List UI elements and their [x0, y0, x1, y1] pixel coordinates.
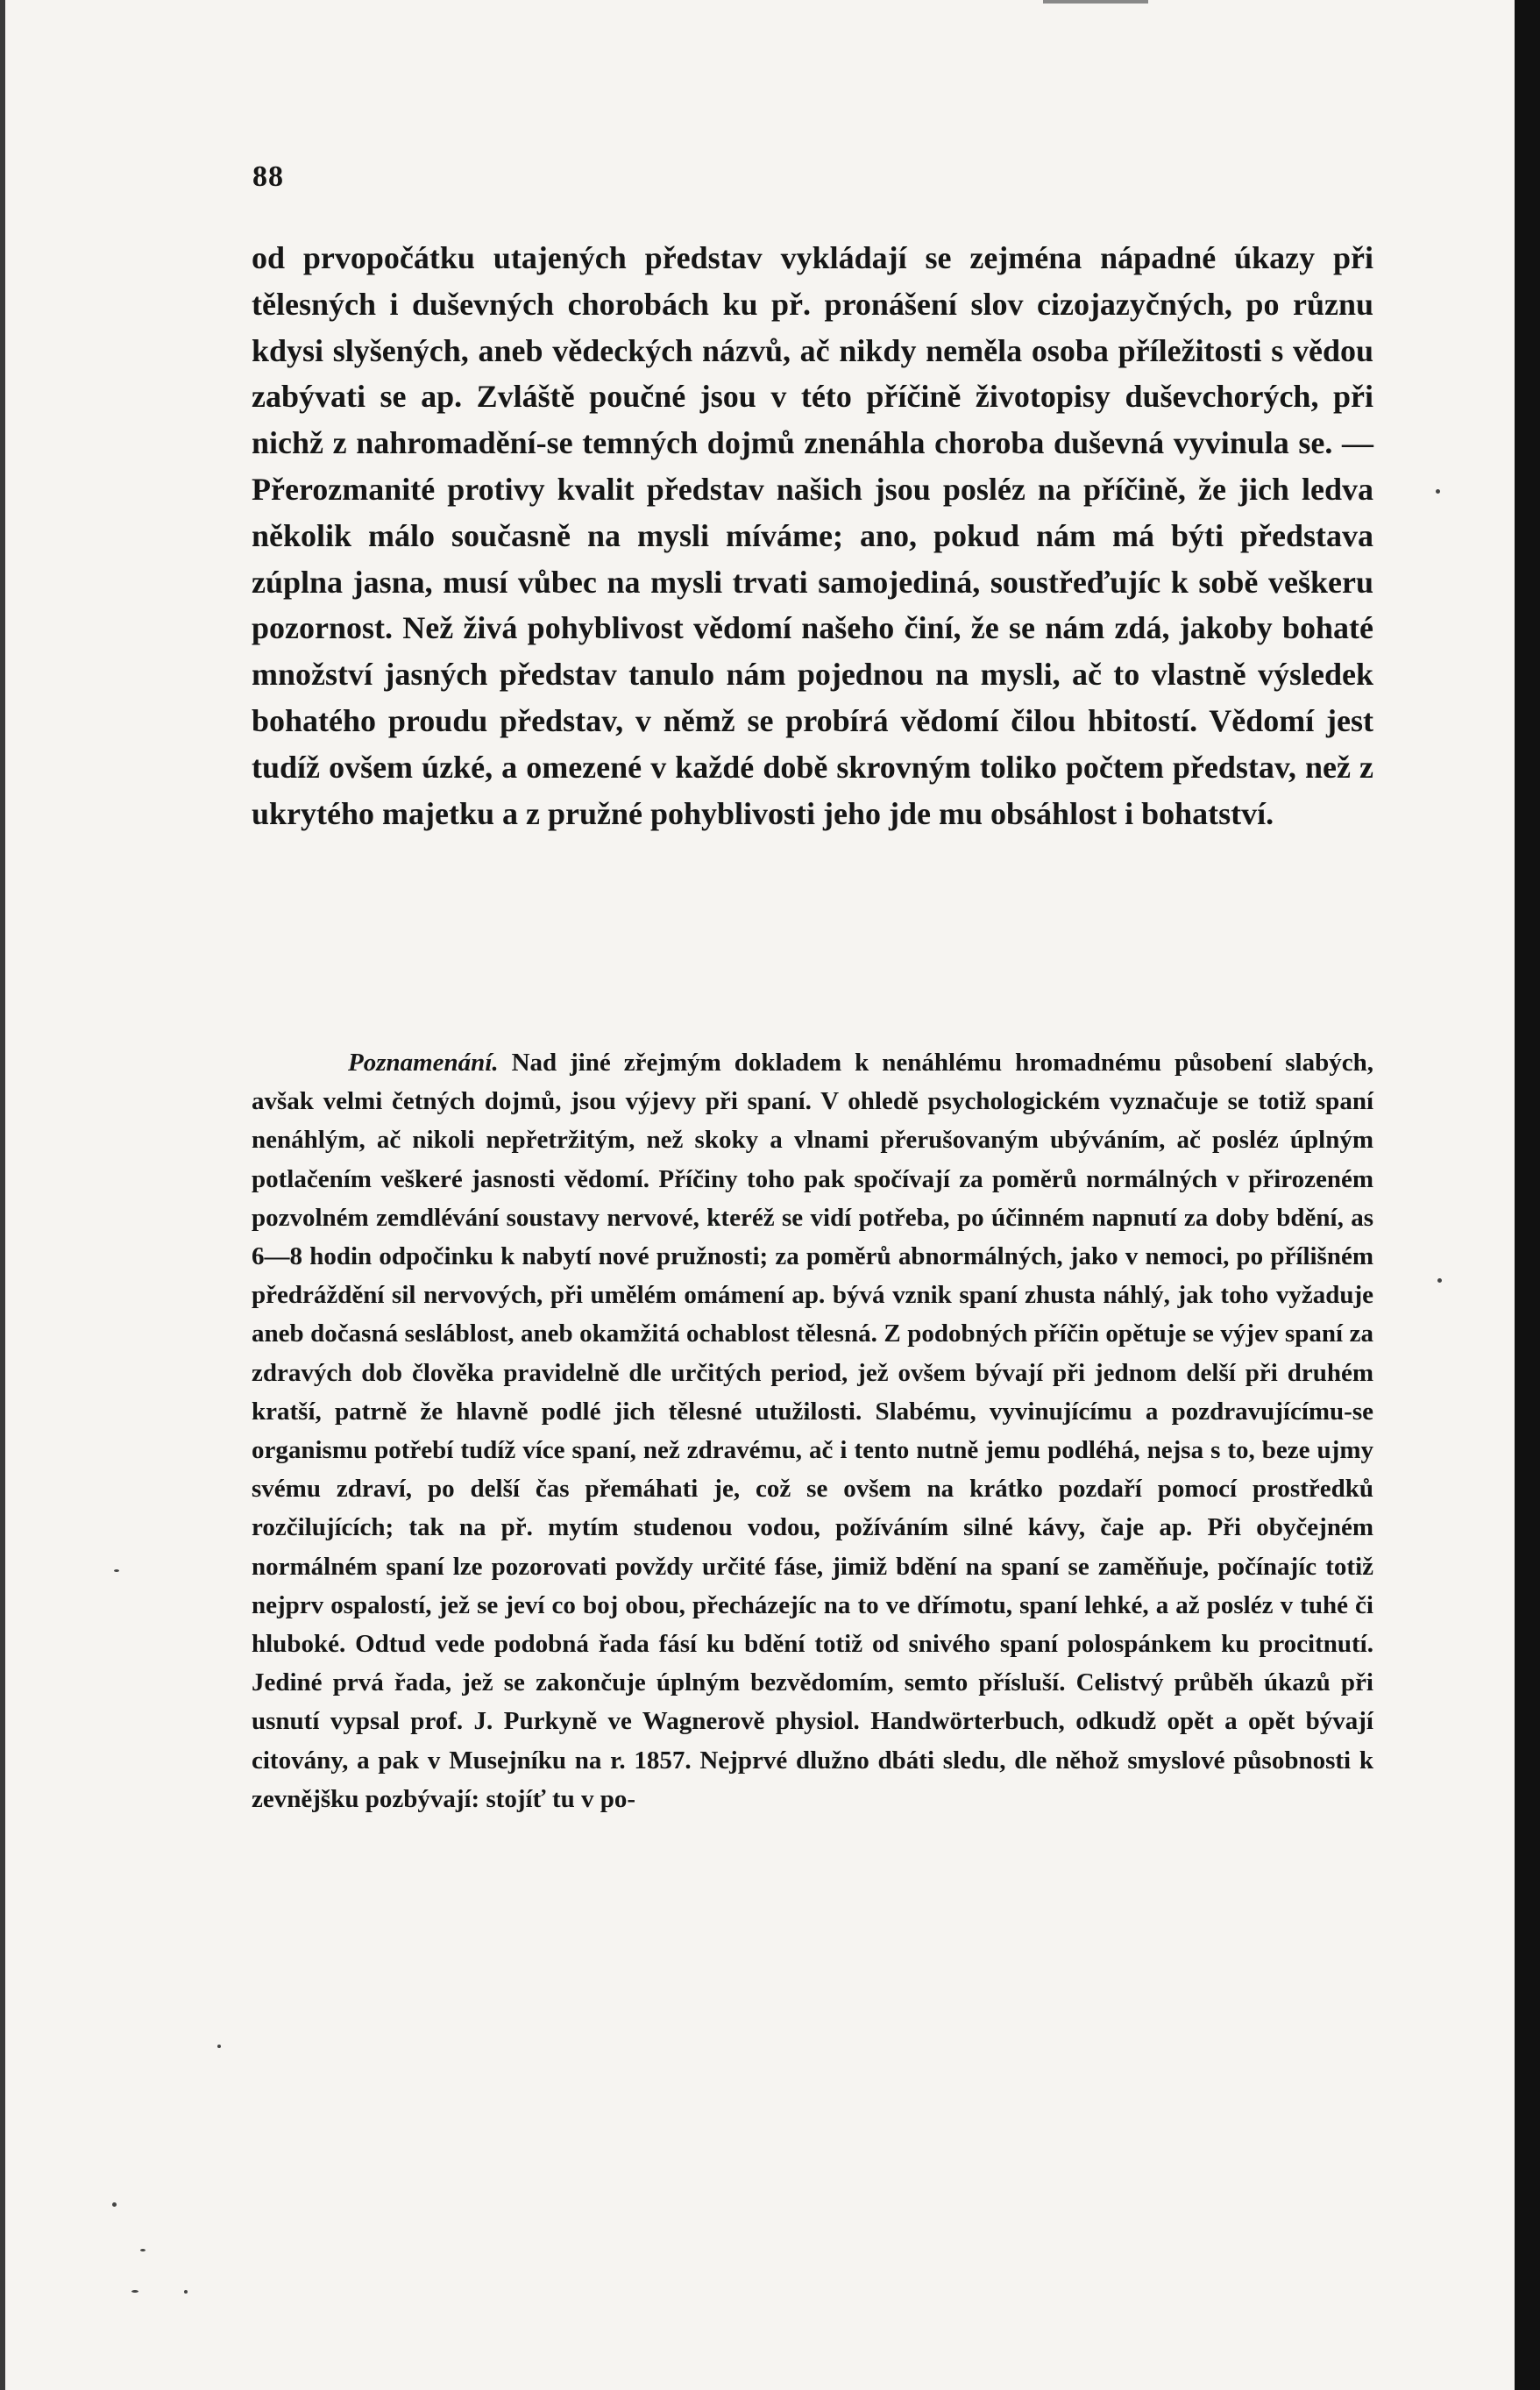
- scan-edge-right: [1515, 0, 1540, 2390]
- scan-speck: [1436, 489, 1440, 494]
- main-paragraph: od prvopočátku utajených představ vykládají se zejména nápadné úkazy při tělesných i duševných chorobách ku př. pronášení slov cizojazyčných, po různu kdysi slyšených, aneb vědeckých názvů, ač nikdy neměla osoba příležitosti s vědou zabývati se ap. Zvláště poučné jsou v této příčině životopisy duševchorých, při nichž z nahromadění-se temných dojmů znenáhla choroba duševná vyvinula se. — Přerozmanité protivy kvalit představ našich jsou posléz na příčině, že jich ledva několik málo současně na mysli míváme; ano, pokud nám má býti představa zúplna jasna, musí vůbec na mysli trvati samojediná, soustřeďujíc k sobě veškeru pozornost. Než živá pohyblivost vědomí našeho činí, že se nám zdá, jakoby bohaté množství jasných představ tanulo nám pojednou na mysli, ač to vlastně výsledek bohatého proudu představ, v němž se probírá vědomí čilou hbitostí. Vědomí jest tudíž ovšem úzké, a omezené v každé době skrovným toliko počtem představ, než z ukrytého majetku a z pružné pohyblivosti jeho jde mu obsáhlost i bohatství.: [252, 240, 1373, 831]
- scan-speck: [131, 2290, 138, 2293]
- scan-speck: [114, 1569, 119, 1572]
- scan-speck: [140, 2249, 145, 2251]
- page-number: 88: [252, 160, 284, 193]
- note-label: Poznamenání.: [348, 1049, 499, 1077]
- scan-speck: [112, 2202, 117, 2207]
- scan-edge-left: [0, 0, 5, 2390]
- scan-speck: [1437, 1278, 1442, 1283]
- note-paragraph: [252, 1043, 1373, 1818]
- scan-speck: [184, 2290, 188, 2294]
- note-body: Nad jiné zřejmým dokladem k nenáhlému hromadnému působení slabých, avšak velmi četných dojmů, jsou výjevy při spaní. V ohledě psychologickém vyznačuje se totiž spaní nenáhlým, ač nikoli nepřetržitým, než skoky a vlnami přerušovaným ubýváním, ač posléz úplným potlačením veškeré jasnosti vědomí. Příčiny toho pak spočívají za poměrů normálných v přirozeném pozvolném zemdlévání soustavy nervové, kteréž se vidí potřeba, po účinném napnutí za doby bdění, as 6—8 hodin odpočinku k nabytí nové pružnosti; za poměrů abnormálných, jako v nemoci, po přílišném předráždění sil nervových, při umělém omámení ap. bývá vznik spaní zhusta náhlý, jak toho vyžaduje aneb dočasná sesláblost, aneb okamžitá ochablost tělesná. Z podobných příčin opětuje se výjev spaní za zdravých dob člověka pravidelně dle určitých period, jež ovšem bývají při jednom delší při druhém kratší, patrně že hlavně podlé jich tělesné utužilosti. Slabému, vyvinujícímu a pozdravujícímu-se organismu potřebí tudíž více spaní, než zdravému, ač i tento nutně jemu podléhá, nejsa s to, beze ujmy svému zdraví, po delší čas přemáhati je, což se ovšem na krátko pozdaří pomocí prostředků rozčilujících; tak na př. mytím studenou vodou, požíváním silné kávy, čaje ap. Při obyčejném normálném spaní lze pozorovati povždy určité fáse, jimiž bdění na spaní se zaměňuje, počínajíc totiž nejprv ospalostí, jež se jeví co boj obou, přecházejíc na to ve dřímotu, spaní lehké, a až posléz v tuhé či hluboké. Odtud vede podobná řada fásí ku bdění totiž od snivého spaní polospánkem ku procitnutí. Jediné prvá řada, jež se zakončuje úplným bezvědomím, semto přísluší. Celistvý průběh úkazů při usnutí vypsal prof. J. Purkyně ve Wagnerově physiol. Handwörterbuch, odkudž opět a opět bývají citovány, a pak v Musejníku na r. 1857. Nejprvé dlužno dbáti sledu, dle něhož smyslové působnosti k zevnějšku pozbývají: stojíť tu v po-: [252, 1049, 1373, 1813]
- scan-speck: [217, 2045, 221, 2048]
- scan-edge-top: [1043, 0, 1148, 4]
